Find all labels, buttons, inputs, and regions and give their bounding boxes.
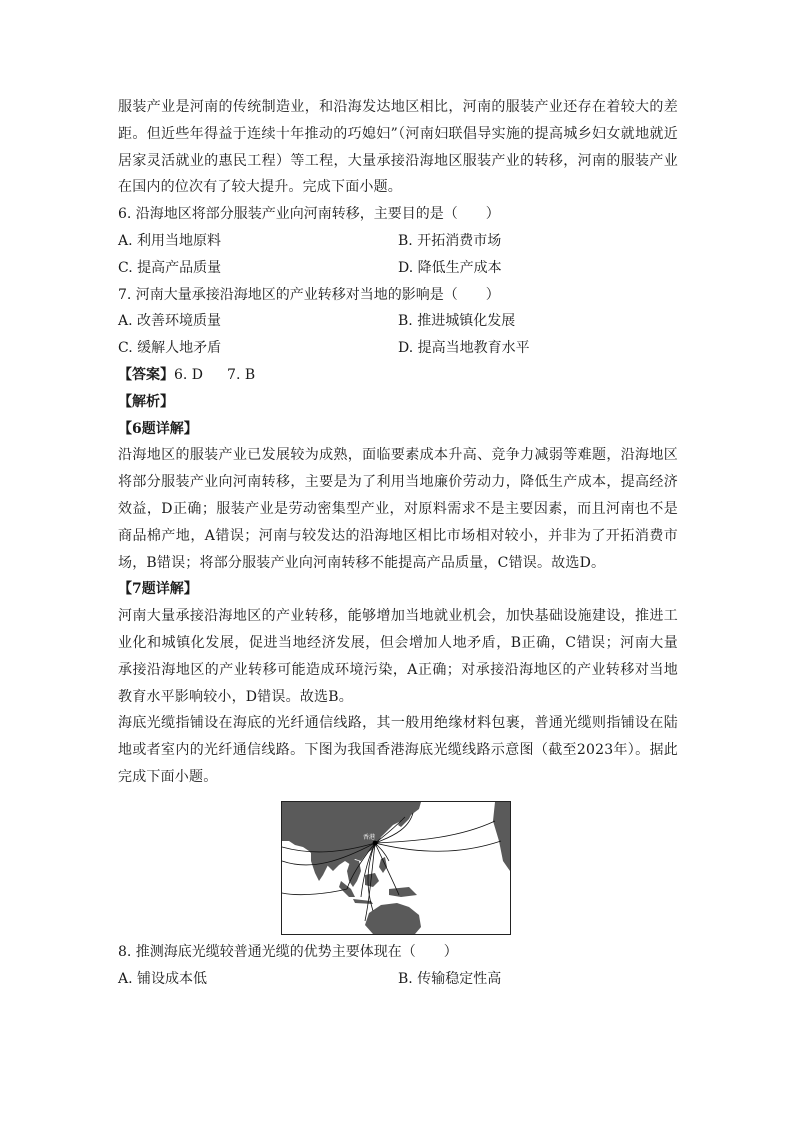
q6-option-c: C. 提高产品质量 (118, 259, 222, 276)
answer-line (118, 362, 678, 389)
intro-paragraph-1: 服装产业是河南的传统制造业，和沿海发达地区相比，河南的服装产业还存在着较大的差距。但近些年得益于连续十年推动的巧媳妇”（河南妇联倡导实施的提高城乡妇女就地就近居家灵活就业的惠民工程）等工程，大量承接沿海地区服装产业的转移，河南的服装产业在国内的位次有了较大提升。完成下面小题。 (118, 99, 678, 196)
q7-option-a: A. 改善环境质量 (118, 313, 222, 330)
question-8-stem: 8. 推测海底光缆较普通光缆的优势主要体现在（ ） (118, 943, 458, 960)
q6-option-d: D. 降低生产成本 (398, 259, 502, 276)
answer-label: 【答案】 (118, 366, 174, 383)
detail-6-text: 沿海地区的服装产业已发展较为成熟，面临要素成本升高、竞争力减弱等难题，沿海地区将部分服装产业向河南转移，主要是为了利用当地廉价劳动力，降低生产成本，提高经济效益，D正确；服装产业是劳动密集型产业，对原料需求不是主要因素，而且河南也不是商品棉产地，A错误；河南与较发达的沿海地区相比市场相对较小，并非为了开拓消费市场，B错误；将部分服装产业向河南转移不能提高产品质量，C错误。故选D。 (118, 447, 678, 571)
intro-paragraph-2: 海底光缆指铺设在海底的光纤通信线路，其一般用绝缘材料包裹，普通光缆则指铺设在陆地或者室内的光纤通信线路。下图为我国香港海底光缆线路示意图（截至2023年）。据此完成下面小题。 (118, 715, 678, 785)
q8-option-b: B. 传输稳定性高 (398, 970, 502, 987)
detail-7-label: 【7题详解】 (118, 581, 198, 598)
q6-option-a: A. 利用当地原料 (118, 232, 222, 249)
answer-7: 7. B (227, 366, 256, 383)
question-7-options-row-1 (118, 308, 678, 335)
question-7-options-row-2 (118, 335, 678, 362)
q7-option-c: C. 缓解人地矛盾 (118, 340, 222, 357)
q6-option-b: B. 开拓消费市场 (398, 232, 502, 249)
question-6-options-row-1 (118, 228, 678, 255)
detail-7-text: 河南大量承接沿海地区的产业转移，能够增加当地就业机会，加快基础设施建设，推进工业化和城镇化发展，促进当地经济发展，但会增加人地矛盾，B正确，C错误；河南大量承接沿海地区的产业转移可能造成环境污染，A正确；对承接沿海地区的产业转移对当地教育水平影响较小，D错误。故选B。 (118, 608, 678, 705)
hong-kong-marker (373, 840, 378, 845)
question-8-options-row-1 (118, 966, 678, 993)
hong-kong-submarine-cable-map (281, 801, 511, 935)
question-6-stem: 6. 沿海地区将部分服装产业向河南转移，主要目的是（ ） (118, 206, 500, 223)
question-6-options-row-2 (118, 255, 678, 282)
q7-option-d: D. 提高当地教育水平 (398, 340, 530, 357)
document-page (118, 94, 678, 992)
question-7-stem: 7. 河南大量承接沿海地区的产业转移对当地的影响是（ ） (118, 286, 500, 303)
q7-option-b: B. 推进城镇化发展 (398, 313, 516, 330)
answer-6: 6. D (174, 366, 204, 383)
q8-option-a: A. 铺设成本低 (118, 970, 208, 987)
detail-6-label: 【6题详解】 (118, 420, 198, 437)
analysis-label: 【解析】 (118, 393, 174, 410)
hong-kong-label: 香港 (363, 833, 376, 841)
